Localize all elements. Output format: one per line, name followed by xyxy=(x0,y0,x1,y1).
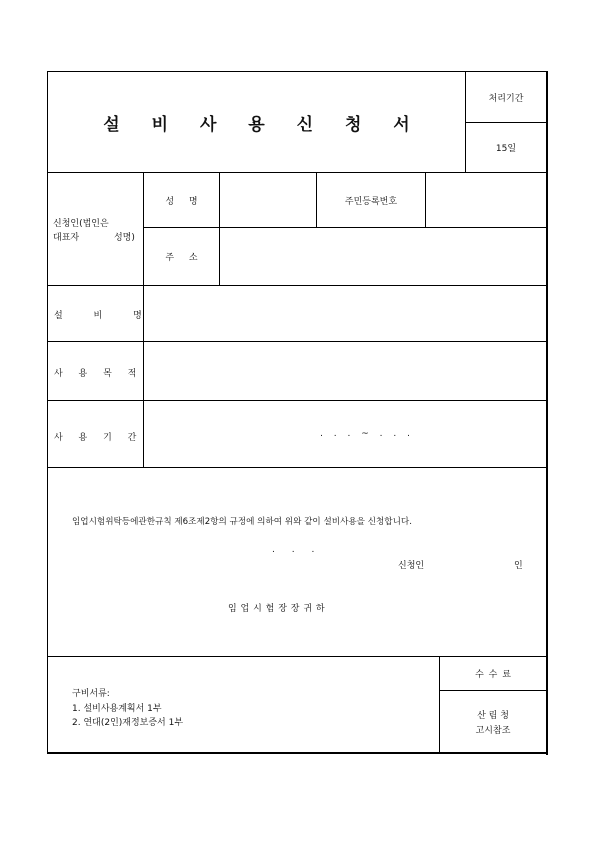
addressee: 임 업 시 험 장 장 귀 하 xyxy=(228,604,325,614)
required-document-item: 2. 연대(2인)재정보증서 1부 xyxy=(72,718,184,728)
required-document-item: 1. 설비사용계획서 1부 xyxy=(72,704,162,714)
purpose-field[interactable] xyxy=(144,342,546,400)
name-label: 성 명 xyxy=(165,196,198,207)
application-statement: 임업시험위탁등에관한규칙 제6조제2항의 규정에 의하여 위와 같이 설비사용을 신청합니다. xyxy=(72,517,412,527)
frame-right xyxy=(546,71,548,755)
seal-mark: 인 xyxy=(514,561,523,571)
equipment-field[interactable] xyxy=(144,286,546,341)
applicant-label: 신청인(법인은 xyxy=(53,219,109,229)
divider xyxy=(47,467,547,468)
fee-label: 수 수 료 xyxy=(475,670,511,680)
required-documents-heading: 구비서류: xyxy=(72,689,110,699)
address-field[interactable] xyxy=(220,228,546,285)
address-label: 주 소 xyxy=(165,253,198,263)
frame-left xyxy=(47,71,48,753)
period-field[interactable]: . . . ~ . . . xyxy=(320,429,410,439)
applicant-label: 대표자 성명) xyxy=(53,233,135,243)
frame-bottom xyxy=(47,752,548,754)
divider xyxy=(439,690,547,691)
rrn-field[interactable] xyxy=(426,173,546,227)
applicant-signature-label: 신청인 xyxy=(398,561,425,571)
fee-reference: 고시참조 xyxy=(475,725,511,736)
fee-issuer: 산 림 청 xyxy=(477,710,509,721)
form-title: 설 비 사 용 신 청 서 xyxy=(103,114,410,135)
name-field[interactable] xyxy=(220,173,316,227)
processing-period-value: 15일 xyxy=(495,144,517,154)
purpose-label: 사 용 목 적 xyxy=(54,369,137,379)
rrn-label: 주민등록번호 xyxy=(344,196,398,207)
processing-period-label: 처리기간 xyxy=(488,93,524,104)
equipment-label: 설 비 명 xyxy=(54,311,142,321)
application-date[interactable]: . . . xyxy=(272,545,315,555)
period-label: 사 용 기 간 xyxy=(54,433,137,443)
